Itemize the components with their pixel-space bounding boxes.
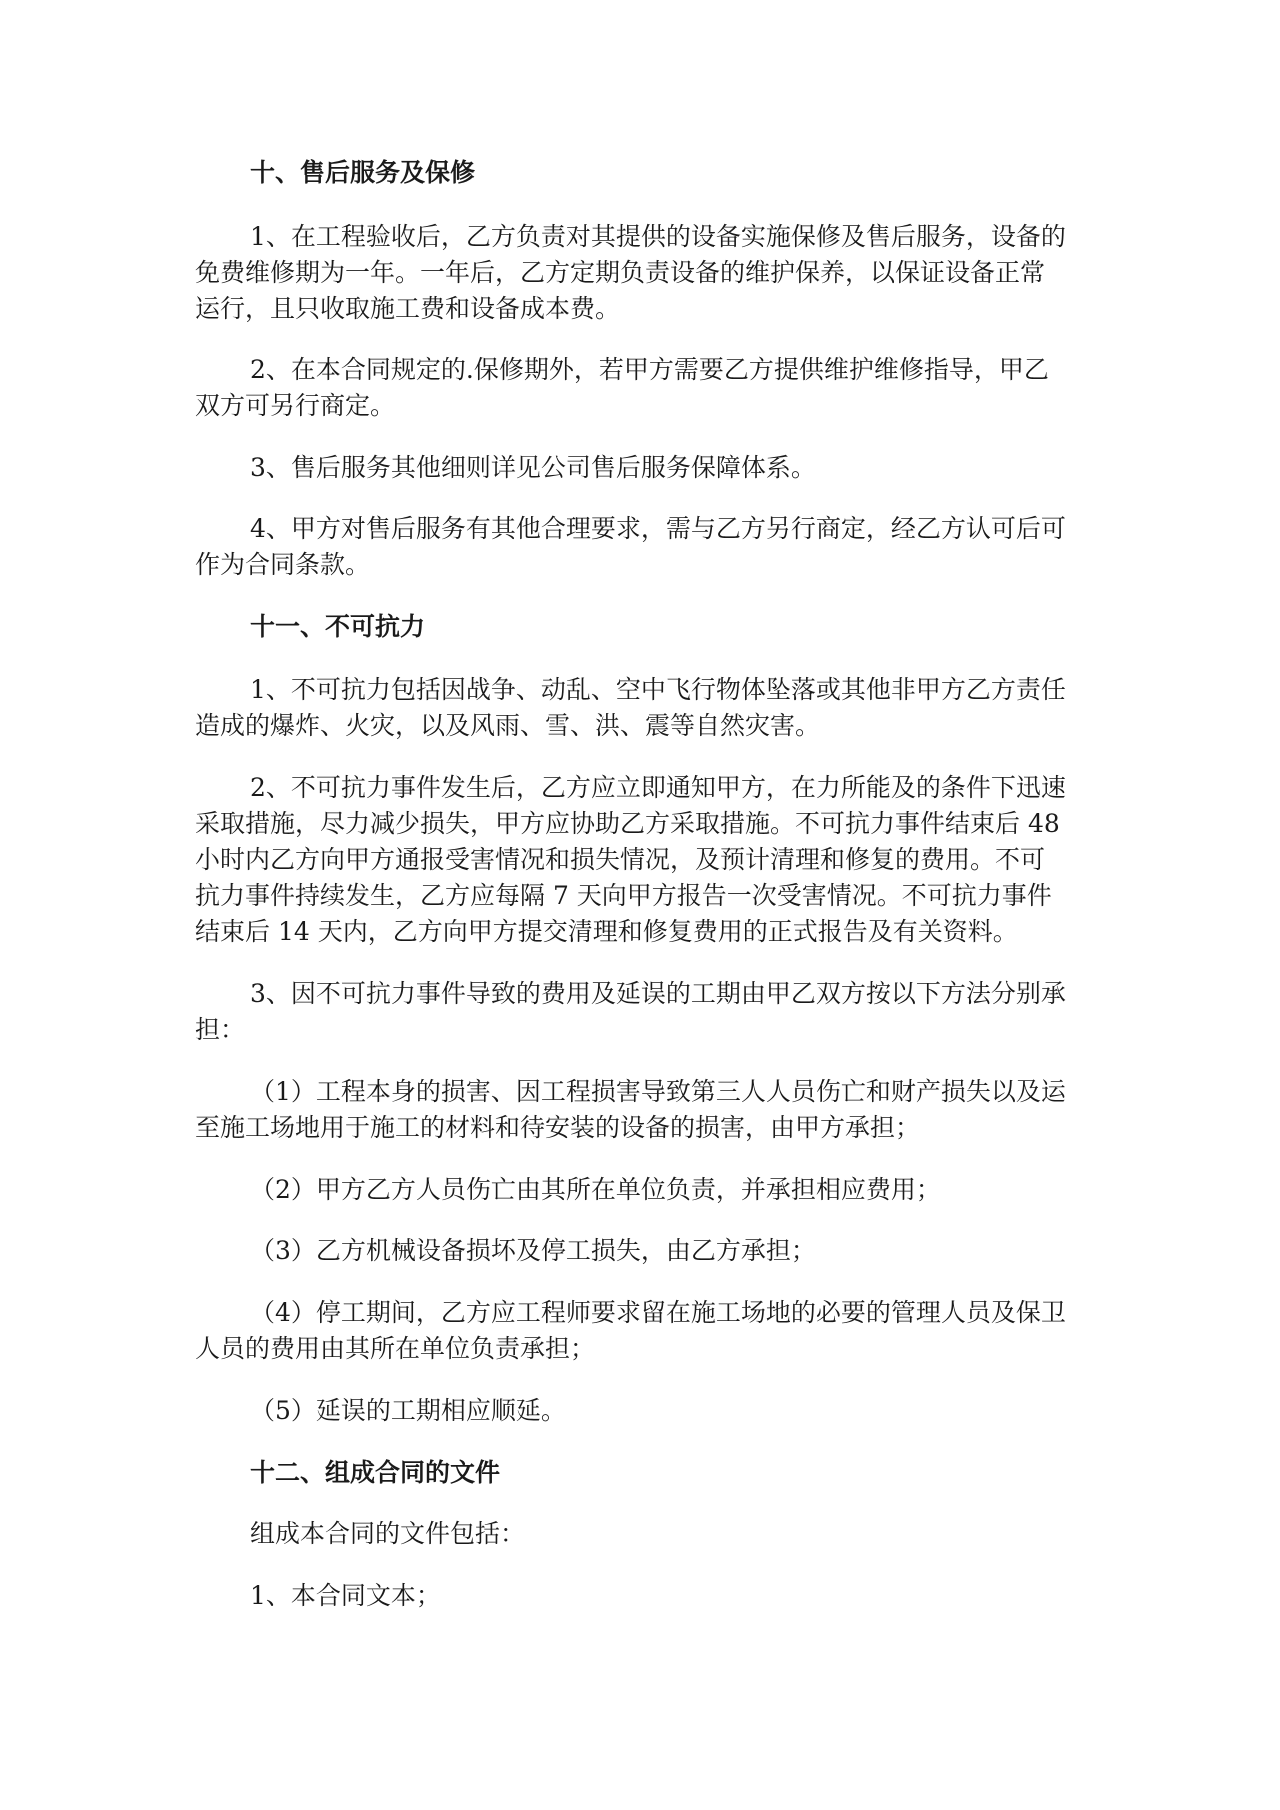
paragraph-line: 小时内乙方向甲方通报受害情况和损失情况，及预计清理和修复的费用。不可 [195, 845, 1046, 874]
paragraph-line: 担： [195, 1015, 246, 1044]
paragraph-line: 作为合同条款。 [195, 550, 371, 579]
paragraph-line: 抗力事件持续发生，乙方应每隔 7 天向甲方报告一次受害情况。不可抗力事件 [195, 881, 1052, 910]
list-item-line: 至施工场地用于施工的材料和待安装的设备的损害，由甲方承担； [195, 1113, 921, 1142]
paragraph-line: 1、不可抗力包括因战争、动乱、空中飞行物体坠落或其他非甲方乙方责任 [250, 675, 1066, 704]
list-item-line: 人员的费用由其所在单位负责承担； [195, 1334, 596, 1363]
paragraph-line: 2、在本合同规定的.保修期外，若甲方需要乙方提供维护维修指导，甲乙 [250, 355, 1049, 384]
list-item-line: （5）延误的工期相应顺延。 [250, 1396, 566, 1425]
paragraph-line: 采取措施，尽力减少损失，甲方应协助乙方采取措施。不可抗力事件结束后 48 [195, 809, 1060, 838]
list-item-line: （1）工程本身的损害、因工程损害导致第三人人员伤亡和财产损失以及运 [250, 1077, 1066, 1106]
paragraph-line: 免费维修期为一年。一年后，乙方定期负责设备的维护保养，以保证设备正常 [195, 258, 1046, 287]
paragraph-line: 2、不可抗力事件发生后，乙方应立即通知甲方，在力所能及的条件下迅速 [250, 773, 1066, 802]
section-heading-contract-documents: 十二、组成合同的文件 [250, 1458, 501, 1487]
paragraph-line: 4、甲方对售后服务有其他合理要求，需与乙方另行商定，经乙方认可后可 [250, 514, 1066, 543]
list-item-line: （3）乙方机械设备损坏及停工损失，由乙方承担； [250, 1236, 816, 1265]
paragraph-line: 3、售后服务其他细则详见公司售后服务保障体系。 [250, 453, 816, 482]
section-heading-after-sales: 十、售后服务及保修 [250, 158, 476, 187]
paragraph-line: 1、在工程验收后，乙方负责对其提供的设备实施保修及售后服务，设备的 [250, 222, 1066, 251]
list-item-line: （2）甲方乙方人员伤亡由其所在单位负责，并承担相应费用； [250, 1175, 941, 1204]
paragraph-line: 造成的爆炸、火灾，以及风雨、雪、洪、震等自然灾害。 [195, 711, 821, 740]
paragraph-line: 双方可另行商定。 [195, 391, 396, 420]
list-item-line: （4）停工期间，乙方应工程师要求留在施工场地的必要的管理人员及保卫 [250, 1298, 1066, 1327]
paragraph-line: 组成本合同的文件包括： [250, 1519, 526, 1548]
list-item-line: 1、本合同文本； [250, 1581, 441, 1610]
paragraph-line: 3、因不可抗力事件导致的费用及延误的工期由甲乙双方按以下方法分别承 [250, 979, 1066, 1008]
paragraph-line: 运行，且只收取施工费和设备成本费。 [195, 294, 621, 323]
section-heading-force-majeure: 十一、不可抗力 [250, 612, 426, 641]
paragraph-line: 结束后 14 天内，乙方向甲方提交清理和修复费用的正式报告及有关资料。 [195, 917, 1018, 946]
